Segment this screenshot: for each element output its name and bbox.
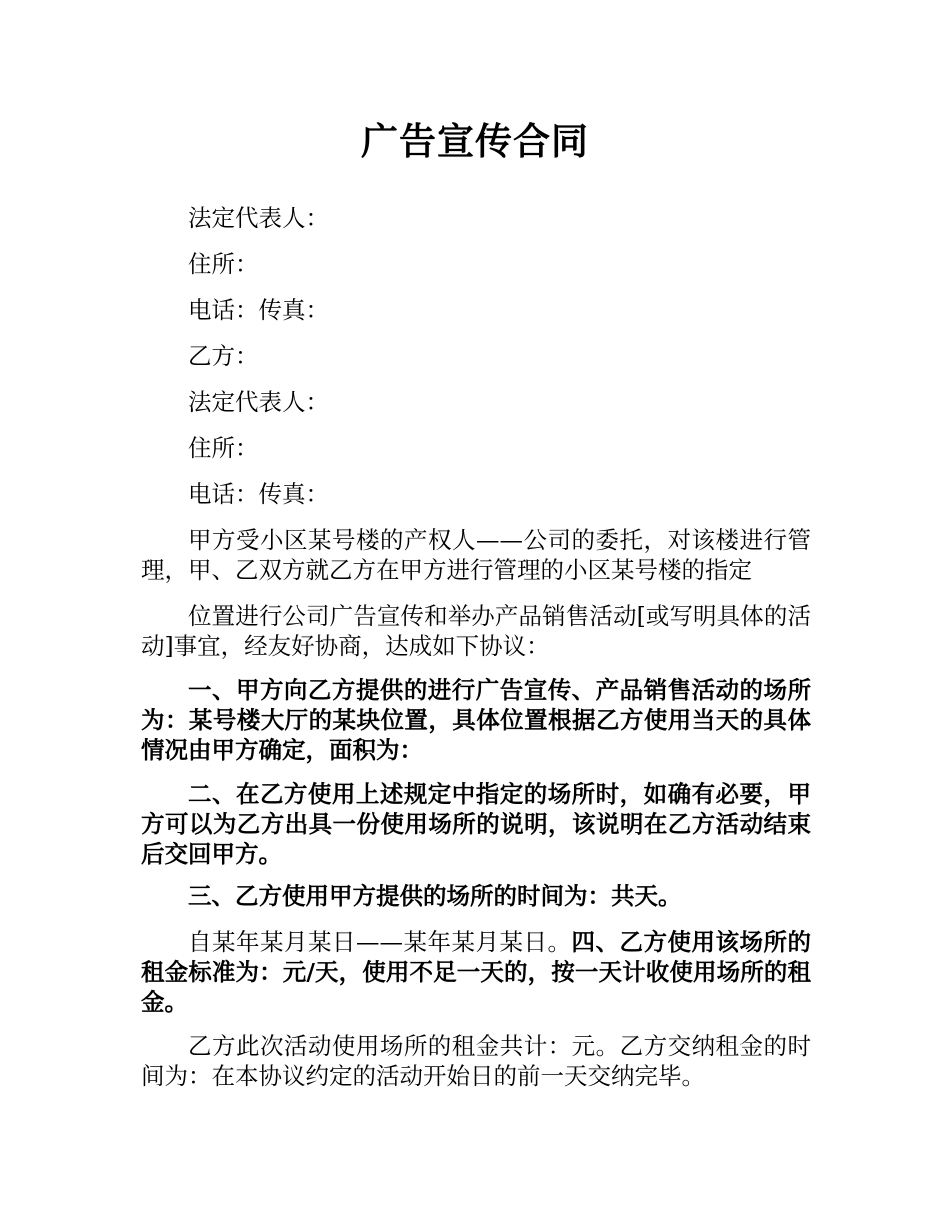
date-range: 自某年某月某日——某年某月某日。 xyxy=(188,928,572,956)
party-b-phone-fax: 电话：传真： xyxy=(188,480,329,508)
clause-4: 四、乙方使用该场所的租金标准为：元/天，使用不足一天的，按一天计收使用场所的租金。 xyxy=(141,928,811,1016)
clause-1: 一、甲方向乙方提供的进行广告宣传、产品销售活动的场所为：某号楼大厅的某块位置，具体位置根据乙方使用当天的具体情况由甲方确定，面积为： xyxy=(141,676,811,764)
party-b-legal-rep: 法定代表人： xyxy=(188,388,329,416)
party-a-address: 住所： xyxy=(188,250,259,278)
preamble-paragraph-2: 位置进行公司广告宣传和举办产品销售活动[或写明具体的活动]事宜，经友好协商，达成如下协议： xyxy=(141,602,811,660)
clause-2: 二、在乙方使用上述规定中指定的场所时，如确有必要，甲方可以为乙方出具一份使用场所的说明，该说明在乙方活动结束后交回甲方。 xyxy=(141,780,811,868)
clause-3: 三、乙方使用甲方提供的场所的时间为：共天。 xyxy=(188,882,682,910)
party-a-phone-fax: 电话：传真： xyxy=(188,296,329,324)
preamble-paragraph-1: 甲方受小区某号楼的产权人——公司的委托，对该楼进行管理，甲、乙双方就乙方在甲方进行管理的小区某号楼的指定 xyxy=(141,526,811,584)
party-b-address: 住所： xyxy=(188,434,259,462)
party-a-legal-rep: 法定代表人： xyxy=(188,204,329,232)
document-title: 广告宣传合同 xyxy=(361,120,589,163)
date-range-and-clause-4 xyxy=(141,927,811,1017)
document-body xyxy=(141,203,811,1097)
rent-paragraph: 乙方此次活动使用场所的租金共计：元。乙方交纳租金的时间为：在本协议约定的活动开始日的前一天交纳完毕。 xyxy=(141,1032,811,1090)
party-b-label: 乙方： xyxy=(188,342,259,370)
